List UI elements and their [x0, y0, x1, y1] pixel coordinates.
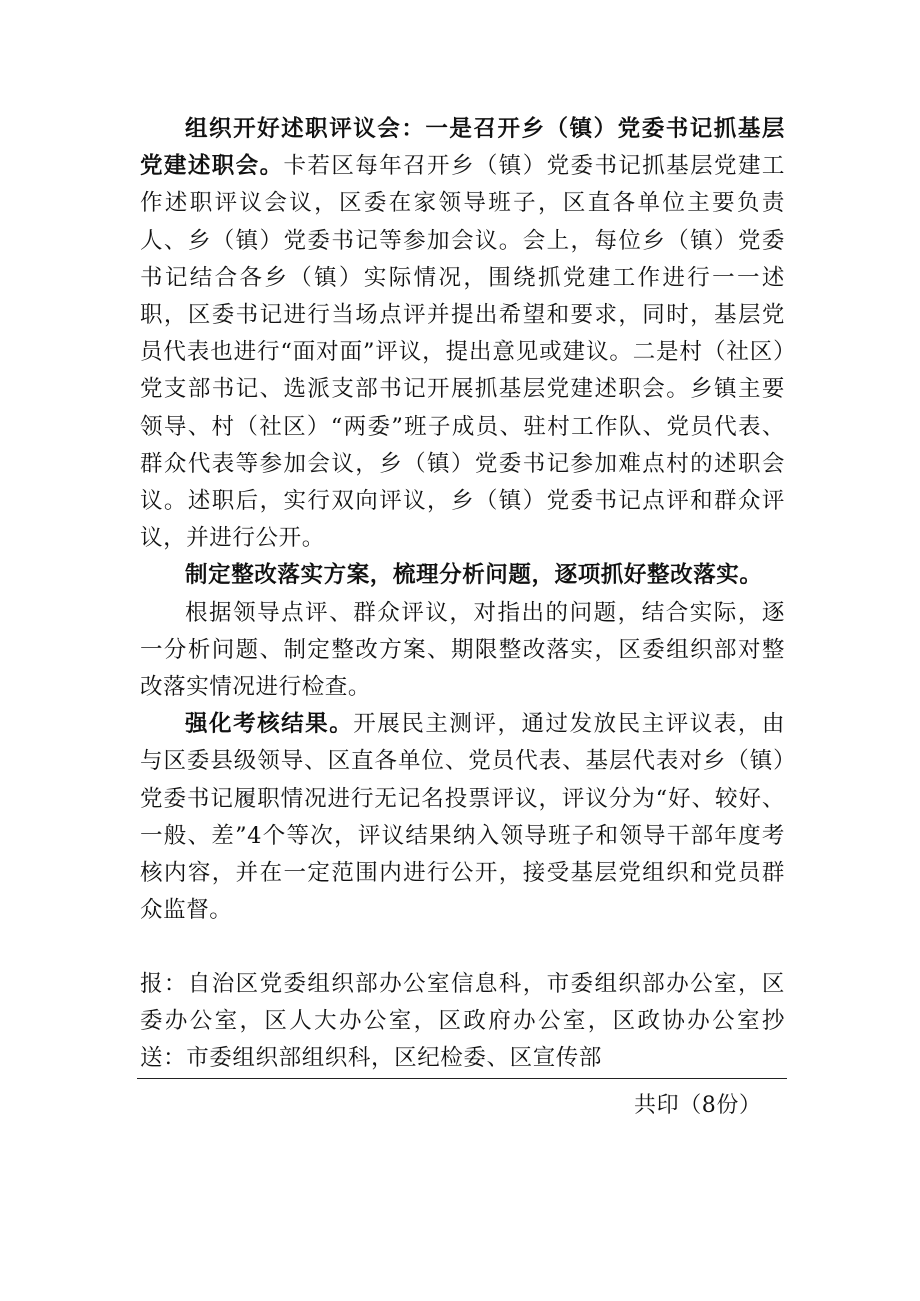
- paragraph-rectification-heading: [140, 557, 785, 594]
- paragraph-meeting-lead: 组织开好述职评议会：一是召开乡（镇）党委书记抓基层党建述职会。: [140, 116, 785, 180]
- distribution-list: 报：自治区党委组织部办公室信息科，市委组织部办公室，区委办公室，区人大办公室，区政府办公室，区政协办公室抄送：市委组织部组织科，区纪检委、区宣传部: [140, 971, 785, 1072]
- paragraph-rectification-body: 根据领导点评、群众评议，对指出的问题，结合实际，逐一分析问题、制定整改方案、期限整改落实，区委组织部对整改落实情况进行检查。: [140, 599, 785, 701]
- paragraph-assessment: [140, 706, 785, 929]
- paragraph-meeting: [140, 111, 785, 557]
- print-copies: 共印（8份）: [634, 1093, 762, 1118]
- footer-divider: [137, 1078, 787, 1079]
- document-body: [140, 111, 785, 929]
- paragraph-rectification: [140, 595, 785, 707]
- paragraph-assessment-lead: 强化考核结果。: [185, 711, 354, 738]
- paragraph-rectification-lead: 制定整改落实方案，梳理分析问题，逐项抓好整改落实。: [185, 562, 763, 589]
- paragraph-meeting-body: 卡若区每年召开乡（镇）党委书记抓基层党建工作述职评议会议，区委在家领导班子，区直各单位主要负责人、乡（镇）党委书记等参加会议。会上，每位乡（镇）党委书记结合各乡（镇）实际情况，围绕抓党建工作进行一一述职，区委书记进行当场点评并提出希望和要求，同时，基层党员代表也进行“面对面”评议，提出意见或建议。二是村（社区）党支部书记、选派支部书记开展抓基层党建述职会。乡镇主要领导、村（社区）“两委”班子成员、驻村工作队、党员代表、群众代表等参加会议，乡（镇）党委书记参加难点村的述职会议。述职后，实行双向评议，乡（镇）党委书记点评和群众评议，并进行公开。: [140, 153, 785, 552]
- paragraph-assessment-body: 开展民主测评，通过发放民主评议表，由与区委县级领导、区直各单位、党员代表、基层代表对乡（镇）党委书记履职情况进行无记名投票评议，评议分为“好、较好、一般、差”4个等次，评议结果纳入领导班子和领导干部年度考核内容，并在一定范围内进行公开，接受基层党组织和党员群众监督。: [140, 711, 785, 924]
- distribution-block: [140, 966, 785, 1082]
